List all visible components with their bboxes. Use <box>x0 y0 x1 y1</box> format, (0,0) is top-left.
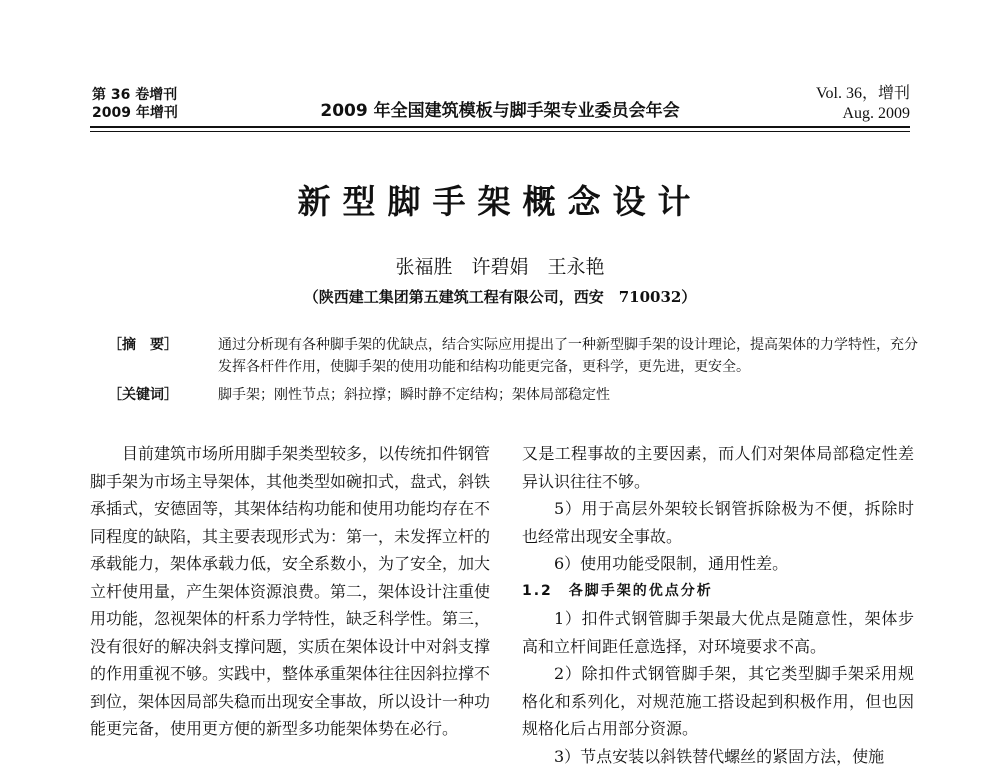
body-column-right <box>522 440 914 770</box>
conference-name: 2009 年全国建筑模板与脚手架专业委员会年会 <box>0 96 1000 121</box>
paper-authors: 张福胜 许碧娟 王永艳 <box>0 252 1000 279</box>
section-heading: 1.2 各脚手架的优点分析 <box>522 578 914 606</box>
list-item-6: 6）使用功能受限制，通用性差。 <box>522 550 914 578</box>
abstract-text: 通过分析现有各种脚手架的优缺点，结合实际应用提出了一种新型脚手架的设计理论，提高架体的力学特性，充分发挥各杆件作用，使脚手架的使用功能和结构功能更完备，更科学，更先进，更安全。 <box>218 334 918 378</box>
author-affiliation: （陕西建工集团第五建筑工程有限公司，西安 710032） <box>0 286 1000 307</box>
header-rule-thin <box>90 131 910 132</box>
keywords-label: ［关键词］ <box>108 384 178 406</box>
abstract-block <box>108 334 918 378</box>
abstract-label: ［摘 要］ <box>108 334 178 356</box>
keywords-block <box>108 384 918 406</box>
journal-volume-info-en <box>816 84 910 124</box>
paper-title: 新型脚手架概念设计 <box>0 176 1000 223</box>
journal-volume-line: 第 36 卷增刊 <box>92 86 178 104</box>
advantage-item-3: 3）节点安装以斜铁替代螺丝的紧固方法，使施 <box>522 743 914 770</box>
advantage-item-1: 1）扣件式钢管脚手架最大优点是随意性，架体步高和立杆间距任意选择，对环境要求不高。 <box>522 605 914 660</box>
journal-year-line: 2009 年增刊 <box>92 104 178 122</box>
advantage-item-2: 2）除扣件式钢管脚手架，其它类型脚手架采用规格化和系列化，对规范施工搭设起到积极作用，但也因规格化后占用部分资源。 <box>522 660 914 743</box>
journal-date-line-en: Aug. 2009 <box>816 104 910 124</box>
body-paragraph: 目前建筑市场所用脚手架类型较多，以传统扣件钢管脚手架为市场主导架体，其他类型如碗扣式，盘式，斜铁承插式，安德固等，其架体结构功能和使用功能均存在不同程度的缺陷，其主要表现形式为：第一，未发挥立杆的承载能力，架体承载力低，安全系数小，为了安全，加大立杆使用量，产生架体资源浪费。第二，架体设计注重使用功能，忽视架体的杆系力学特性，缺乏科学性。第三，没有很好的解决斜支撑问题，实质在架体设计中对斜支撑的作用重视不够。实践中，整体承重架体往往因斜拉撑不到位，架体因局部失稳而出现安全事故，所以设计一种功能更完备，使用更方便的新型多功能架体势在必行。 <box>90 440 490 743</box>
header-rule-thick <box>90 126 910 128</box>
body-paragraph-continued: 又是工程事故的主要因素，而人们对架体局部稳定性差异认识往往不够。 <box>522 440 914 495</box>
body-column-left <box>90 440 490 743</box>
journal-volume-line-en: Vol. 36，增刊 <box>816 84 910 104</box>
list-item-5: 5）用于高层外架较长钢管拆除极为不便，拆除时也经常出现安全事故。 <box>522 495 914 550</box>
keywords-text: 脚手架；刚性节点；斜拉撑；瞬时静不定结构；架体局部稳定性 <box>218 384 918 406</box>
